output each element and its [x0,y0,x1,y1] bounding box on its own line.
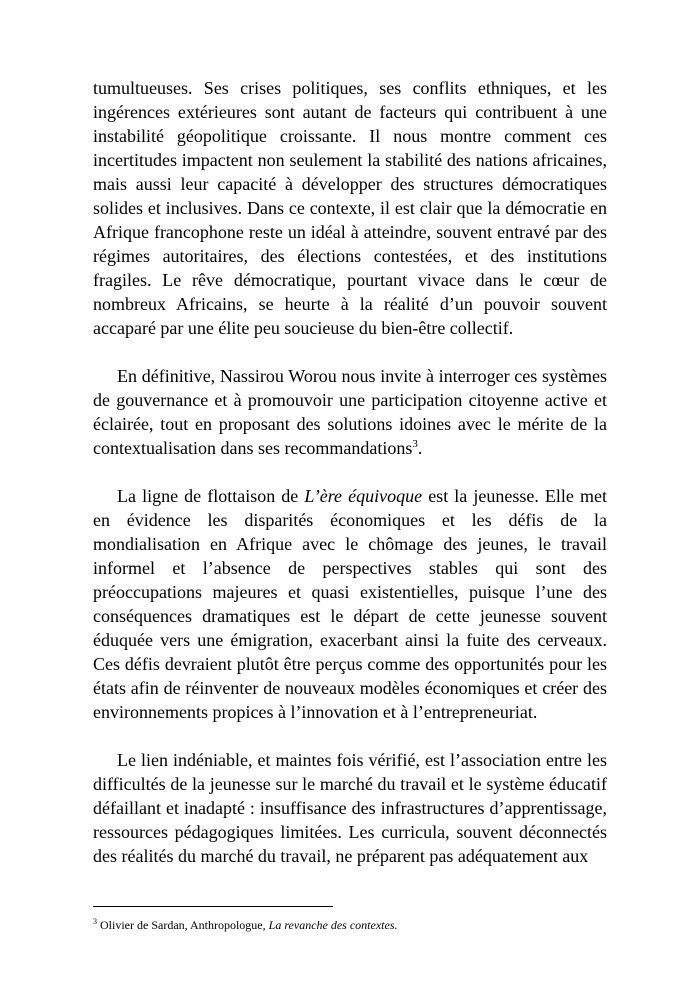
book-title: L’ère équivoque [304,486,423,506]
paragraph-2-text: En définitive, Nassirou Worou nous invite à interroger ces systèmes de gouvernance et à promouvoir une participation citoyenne active et éclairée, tout en proposant des solutions idoines avec le mérite de la contextualisation dans ses recommandations [93,366,607,458]
paragraph-3-rest: est la jeunesse. Elle met en évidence les disparités économiques et les défis de la mondialisation en Afrique avec le chômage des jeunes, le travail informel et l’absence de perspectives stables qui sont des préoccupations majeures et quasi existentielles, puisque l’une des conséquences dramatiques est le départ de cette jeunesse souvent éduquée vers une émigration, exacerbant ainsi la fuite des cerveaux. Ces défis devraient plutôt être perçus comme des opportunités pour les états afin de réinventer de nouveaux modèles économiques et créer des environnements propices à l’innovation et à l’entrepreneuriat. [93,486,607,722]
body-text [93,76,607,868]
footnote-reference[interactable]: 3 [412,438,418,450]
footnote-number: 3 [93,917,97,926]
footnote-divider [93,906,333,907]
paragraph-1: tumultueuses. Ses crises politiques, ses conflits ethniques, et les ingérences extérieures sont autant de facteurs qui contribuent à une instabilité géopolitique croissante. Il nous montre comment ces incertitudes impactent non seulement la stabilité des nations africaines, mais aussi leur capacité à développer des structures démocratiques solides et inclusives. Dans ce contexte, il est clair que la démocratie en Afrique francophone reste un idéal à atteindre, souvent entravé par des régimes autoritaires, des élections contestées, et des institutions fragiles. Le rêve démocratique, pourtant vivace dans le cœur de nombreux Africains, se heurte à la réalité d’un pouvoir souvent accaparé par une élite peu soucieuse du bien-être collectif. [93,78,607,338]
footnote-text: Olivier de Sardan, Anthropologue, [97,918,269,932]
paragraph-3-start: La ligne de flottaison de [117,486,305,506]
footnote-title: La revanche des contextes. [268,918,398,932]
paragraph-3 [93,484,607,724]
paragraph-4: Le lien indéniable, et maintes fois vérifié, est l’association entre les difficultés de la jeunesse sur le marché du travail et le système éducatif défaillant et inadapté : insuffisance des infrastructures d’apprentissage, ressources pédagogiques limitées. Les curricula, souvent déconnectés des réalités du marché du travail, ne préparent pas adéquatement aux [93,750,607,866]
paragraph-2 [93,364,607,460]
footnote [93,917,607,933]
paragraph-2-end: . [417,438,423,458]
